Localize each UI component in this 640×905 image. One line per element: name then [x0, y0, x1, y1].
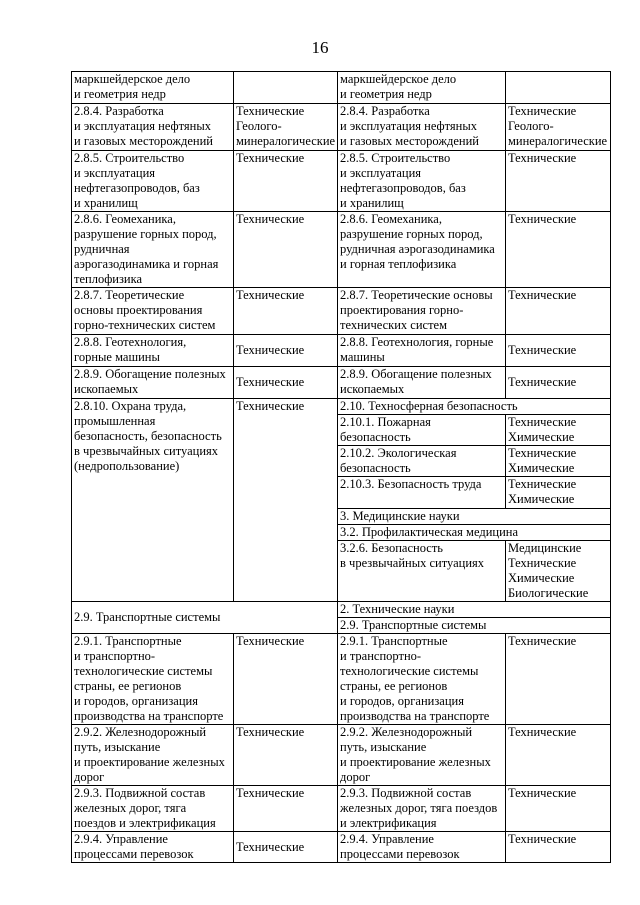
new-specialty-cell: 2.9.2. Железнодорожный путь, изыскание и проектирование железных дорог [338, 725, 506, 786]
new-science-branch-cell: Технические Химические [506, 477, 611, 509]
new-specialty-cell: 2.8.5. Строительство и эксплуатация нефтегазопроводов, баз и хранилищ [338, 151, 506, 212]
new-specialty-cell: 2.9.1. Транспортные и транспортно- технологические системы страны, ее регионов и городов, организация производства на транспорте [338, 634, 506, 725]
new-science-branch-cell: Технические [506, 786, 611, 832]
old-specialty-cell: 2.9.4. Управление процессами перевозок [72, 832, 234, 863]
new-science-branch-cell: Медицинские Технические Химические Биологические [506, 541, 611, 602]
table-row [72, 367, 611, 399]
new-science-branch-cell: Технические [506, 725, 611, 786]
group-heading-cell: 2. Технические науки [338, 602, 611, 618]
new-specialty-cell: 2.10.3. Безопасность труда [338, 477, 506, 509]
old-science-branch-cell: Технические [234, 288, 338, 335]
new-science-branch-cell: Технические Геолого- минералогические [506, 104, 611, 151]
new-science-branch-cell: Технические Химические [506, 446, 611, 477]
table-row [72, 104, 611, 151]
new-specialty-cell: 2.8.7. Теоретические основы проектирования горно- технических систем [338, 288, 506, 335]
new-specialty-cell: 2.8.9. Обогащение полезных ископаемых [338, 367, 506, 399]
new-science-branch-cell: Технические [506, 288, 611, 335]
old-science-branch-cell: Технические [234, 725, 338, 786]
table-row [72, 786, 611, 832]
new-specialty-cell: 2.8.8. Геотехнология, горные машины [338, 335, 506, 367]
old-specialty-cell: 2.9.1. Транспортные и транспортно- технологические системы страны, ее регионов и городов, организация производства на транспорте [72, 634, 234, 725]
new-science-branch-cell: Технические [506, 832, 611, 863]
old-specialty-cell: маркшейдерское дело и геометрия недр [72, 72, 234, 104]
new-specialty-cell: 2.8.4. Разработка и эксплуатация нефтяных и газовых месторождений [338, 104, 506, 151]
new-science-branch-cell: Технические [506, 151, 611, 212]
old-science-branch-cell: Технические [234, 634, 338, 725]
old-specialty-cell: 2.8.4. Разработка и эксплуатация нефтяных и газовых месторождений [72, 104, 234, 151]
table-row [72, 725, 611, 786]
old-science-branch-cell: Технические [234, 399, 338, 602]
group-heading-cell: 3. Медицинские науки [338, 509, 611, 525]
old-specialty-cell: 2.8.8. Геотехнология, горные машины [72, 335, 234, 367]
new-specialty-cell: 2.10.1. Пожарная безопасность [338, 415, 506, 446]
page-number: 16 [311, 38, 329, 57]
table-row [72, 399, 611, 415]
old-specialty-cell: 2.8.10. Охрана труда, промышленная безопасность, безопасность в чрезвычайных ситуациях (недропользование) [72, 399, 234, 602]
old-specialty-cell: 2.8.7. Теоретические основы проектирования горно-технических систем [72, 288, 234, 335]
group-heading-cell: 2.10. Техносферная безопасность [338, 399, 611, 415]
table-row [72, 634, 611, 725]
table-row [72, 602, 611, 618]
new-specialty-cell: 3.2.6. Безопасность в чрезвычайных ситуациях [338, 541, 506, 602]
new-specialty-cell: 2.10.2. Экологическая безопасность [338, 446, 506, 477]
new-specialty-cell: маркшейдерское дело и геометрия недр [338, 72, 506, 104]
new-science-branch-cell: Технические [506, 335, 611, 367]
new-specialty-cell: 2.9.4. Управление процессами перевозок [338, 832, 506, 863]
new-science-branch-cell: Технические [506, 367, 611, 399]
old-specialty-cell: 2.9.2. Железнодорожный путь, изыскание и проектирование железных дорог [72, 725, 234, 786]
old-science-branch-cell: Технические [234, 335, 338, 367]
group-heading-cell: 2.9. Транспортные системы [338, 618, 611, 634]
old-science-branch-cell: Технические [234, 367, 338, 399]
old-science-branch-cell: Технические [234, 212, 338, 288]
table-row [72, 832, 611, 863]
old-science-branch-cell: Технические [234, 832, 338, 863]
table-row [72, 72, 611, 104]
table-row [72, 212, 611, 288]
new-science-branch-cell: Технические Химические [506, 415, 611, 446]
new-science-branch-cell [506, 72, 611, 104]
old-specialty-cell: 2.8.9. Обогащение полезных ископаемых [72, 367, 234, 399]
table-row [72, 288, 611, 335]
new-specialty-cell: 2.8.6. Геомеханика, разрушение горных пород, рудничная аэрогазодинамика и горная теплофизика [338, 212, 506, 288]
section-heading-cell: 2.9. Транспортные системы [72, 602, 338, 634]
table-row [72, 151, 611, 212]
old-specialty-cell: 2.8.6. Геомеханика, разрушение горных пород, рудничная аэрогазодинамика и горная теплофизика [72, 212, 234, 288]
new-science-branch-cell: Технические [506, 212, 611, 288]
specialties-table [71, 71, 611, 863]
old-science-branch-cell: Технические [234, 786, 338, 832]
new-specialty-cell: 2.9.3. Подвижной состав железных дорог, тяга поездов и электрификация [338, 786, 506, 832]
table-row [72, 335, 611, 367]
old-specialty-cell: 2.8.5. Строительство и эксплуатация нефтегазопроводов, баз и хранилищ [72, 151, 234, 212]
old-science-branch-cell: Технические Геолого- минералогические [234, 104, 338, 151]
old-science-branch-cell: Технические [234, 151, 338, 212]
group-heading-cell: 3.2. Профилактическая медицина [338, 525, 611, 541]
new-science-branch-cell: Технические [506, 634, 611, 725]
old-specialty-cell: 2.9.3. Подвижной состав железных дорог, тяга поездов и электрификация [72, 786, 234, 832]
old-science-branch-cell [234, 72, 338, 104]
